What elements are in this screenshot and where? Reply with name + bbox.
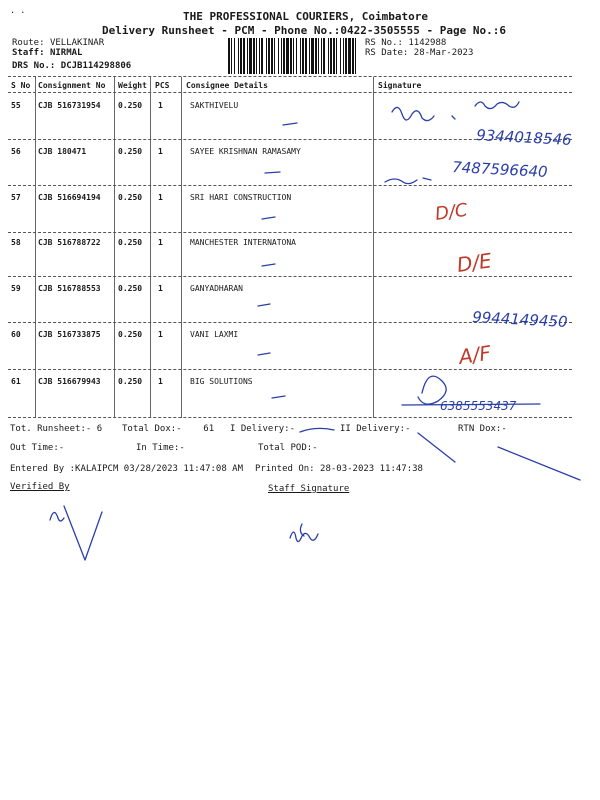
company-title: THE PROFESSIONAL COURIERS, Coimbatore xyxy=(183,10,429,23)
rs-no-label: RS No.: xyxy=(365,38,403,48)
total-dox-label: Total Dox:- xyxy=(122,424,182,434)
rs-date-value: 28-Mar-2023 xyxy=(413,48,474,58)
handwritten-remark: D/C xyxy=(433,199,469,225)
staff-label: Staff: xyxy=(12,48,45,58)
row-consignee: BIG SOLUTIONS xyxy=(190,377,253,386)
row-weight: 0.250 xyxy=(118,377,143,386)
tot-runsheet: Tot. Runsheet:- 6 xyxy=(10,424,103,434)
handwritten-remark: D/E xyxy=(455,248,494,277)
row-consignee: MANCHESTER INTERNATONA xyxy=(190,238,296,247)
row-sno: 60 xyxy=(11,330,21,339)
row-pcs: 1 xyxy=(158,377,163,386)
handwritten-remark: A/F xyxy=(457,340,493,369)
row-weight: 0.250 xyxy=(118,147,143,156)
pen-tick xyxy=(262,264,275,266)
signature-scribble xyxy=(392,107,455,120)
ii-delivery: II Delivery:- xyxy=(340,424,411,434)
row-consignee: SAKTHIVELU xyxy=(190,101,239,110)
handwritten-phone: 7487596640 xyxy=(451,158,549,181)
row-pcs: 1 xyxy=(158,284,163,293)
handwritten-phone: 9344018546 xyxy=(475,126,573,149)
col-sno: S No xyxy=(11,81,31,90)
pen-stroke xyxy=(498,447,580,480)
col-pcs: PCS xyxy=(155,81,170,90)
rtn-dox: RTN Dox:- xyxy=(458,424,507,434)
drs-label: DRS No.: xyxy=(12,61,56,71)
entered-by: Entered By :KALAIPCM 03/28/2023 11:47:08 AM xyxy=(10,464,243,474)
in-time: In Time:- xyxy=(136,443,185,453)
pen-tick xyxy=(258,304,270,306)
row-sno: 55 xyxy=(11,101,21,110)
row-pcs: 1 xyxy=(158,147,163,156)
row-weight: 0.250 xyxy=(118,101,143,110)
row-weight: 0.250 xyxy=(118,193,143,202)
verified-signature xyxy=(50,506,102,560)
col-consignee: Consignee Details xyxy=(186,81,268,90)
pen-tick xyxy=(265,172,280,173)
pen-tick xyxy=(262,217,275,219)
col-weight: Weight xyxy=(118,81,147,90)
pen-stroke xyxy=(418,433,455,462)
pen-tick xyxy=(272,396,285,398)
row-consignee: SRI HARI CONSTRUCTION xyxy=(190,193,292,202)
staff-signature: Staff Signature xyxy=(268,484,350,494)
pen-tick xyxy=(283,123,297,125)
total-dox-value: 61 xyxy=(203,424,215,434)
row-consignment: CJB 516788553 xyxy=(38,284,101,293)
handwritten-phone: 9944149450 xyxy=(471,308,569,331)
rs-date-label: RS Date: xyxy=(365,48,409,58)
row-consignee: VANI LAXMI xyxy=(190,330,239,339)
handwritten-phone: 6385553437 xyxy=(440,399,517,413)
row-consignee: SAYEE KRISHNAN RAMASAMY xyxy=(190,147,301,156)
verified-by: Verified By xyxy=(10,482,70,492)
staff-sign-scribble xyxy=(290,524,318,542)
pen-tick xyxy=(258,353,270,355)
col-consignment: Consignment No xyxy=(38,81,106,90)
col-signature: Signature xyxy=(378,81,422,90)
row-sno: 58 xyxy=(11,238,21,247)
row-consignment: CJB 180471 xyxy=(38,147,87,156)
printed-on: Printed On: 28-03-2023 11:47:38 xyxy=(255,464,423,474)
staff-value: NIRMAL xyxy=(49,48,83,58)
corner-dots: . . xyxy=(10,6,26,16)
row-weight: 0.250 xyxy=(118,238,143,247)
route-label: Route: xyxy=(12,38,45,48)
row-consignment: CJB 516731954 xyxy=(38,101,101,110)
pen-stroke xyxy=(300,428,334,432)
rs-no-value: 1142988 xyxy=(408,38,447,48)
i-delivery: I Delivery:- xyxy=(230,424,296,434)
row-sno: 56 xyxy=(11,147,21,156)
row-pcs: 1 xyxy=(158,238,163,247)
drs-value: DCJB114298806 xyxy=(60,61,132,71)
runsheet-subtitle: Delivery Runsheet - PCM - Phone No.:0422-3505555 - Page No.:6 xyxy=(102,24,506,37)
signature-scribble xyxy=(475,102,519,109)
signature-scribble xyxy=(385,178,431,184)
row-consignment: CJB 516733875 xyxy=(38,330,101,339)
row-consignee: GANYADHARAN xyxy=(190,284,243,293)
row-pcs: 1 xyxy=(158,330,163,339)
row-consignment: CJB 516679943 xyxy=(38,377,101,386)
total-pod: Total POD:- xyxy=(258,443,318,453)
row-sno: 61 xyxy=(11,377,21,386)
row-pcs: 1 xyxy=(158,101,163,110)
out-time: Out Time:- xyxy=(10,443,65,453)
row-consignment: CJB 516694194 xyxy=(38,193,101,202)
row-consignment: CJB 516788722 xyxy=(38,238,101,247)
row-weight: 0.250 xyxy=(118,284,143,293)
row-pcs: 1 xyxy=(158,193,163,202)
row-weight: 0.250 xyxy=(118,330,143,339)
route-value: VELLAKINAR xyxy=(49,38,105,48)
row-sno: 57 xyxy=(11,193,21,202)
row-sno: 59 xyxy=(11,284,21,293)
